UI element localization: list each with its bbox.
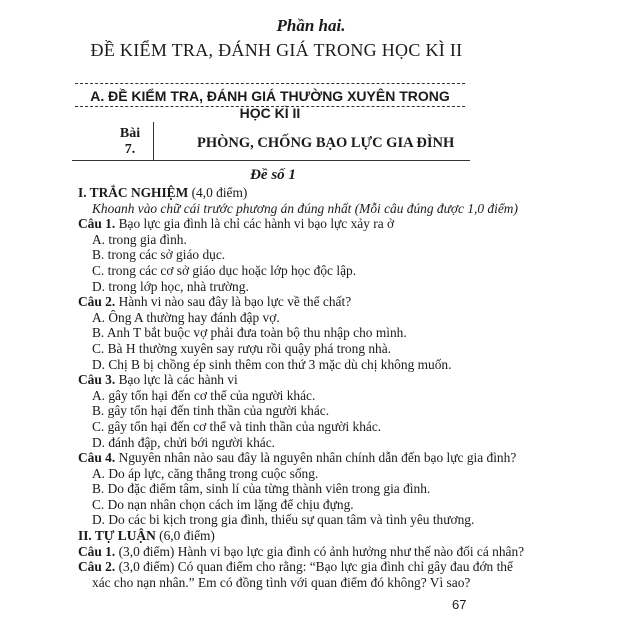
divider	[153, 122, 154, 160]
instruction: Khoanh vào chữ cái trước phương án đúng nhất (Mỗi câu đúng được 1,0 điểm)	[92, 200, 518, 216]
essay-question: Câu 2. (3,0 điểm) Có quan điểm cho rằng: “Bạo lực gia đình chỉ gây đau đớn thể	[78, 559, 513, 575]
essay-question-cont: xác cho nạn nhân.” Em có đồng tình với quan điểm đó không? Vì sao?	[92, 574, 471, 590]
part1-heading: I. TRẮC NGHIỆM (4,0 điểm)	[78, 185, 248, 200]
answer-option[interactable]: A. Ông A thường hay đánh đập vợ.	[92, 309, 280, 325]
divider	[72, 160, 470, 161]
answer-option[interactable]: C. trong các cơ sở giáo dục hoặc lớp học độc lập.	[92, 262, 357, 278]
answer-option[interactable]: A. gây tổn hại đến cơ thể của người khác.	[92, 387, 316, 403]
essay-question: Câu 1. (3,0 điểm) Hành vi bạo lực gia đình có ảnh hưởng như thế nào đối cá nhân?	[78, 543, 525, 559]
question: Câu 4. Nguyên nhân nào sau đây là nguyên nhân chính dẫn đến bạo lực gia đình?	[78, 450, 517, 466]
answer-option[interactable]: B. Anh T bắt buộc vợ phải đưa toàn bộ thu nhập cho mình.	[92, 325, 407, 341]
page-number: 67	[452, 597, 467, 612]
answer-option[interactable]: C. gây tổn hại đến cơ thể và tinh thần của người khác.	[92, 418, 382, 434]
answer-option[interactable]: C. Bà H thường xuyên say rượu rồi quậy phá trong nhà.	[92, 340, 392, 356]
answer-option[interactable]: D. Chị B bị chồng ép sinh thêm con thứ 3 mặc dù chị không muốn.	[92, 356, 452, 372]
answer-option[interactable]: B. Do đặc điểm tâm, sinh lí của từng thành viên trong gia đình.	[92, 481, 431, 497]
question: Câu 1. Bạo lực gia đình là chỉ các hành vi bạo lực xảy ra ở	[78, 216, 395, 232]
question: Câu 3. Bạo lực là các hành vi	[78, 372, 238, 388]
page-title: ĐỀ KIỂM TRA, ĐÁNH GIÁ TRONG HỌC KÌ II	[90, 40, 463, 60]
section-heading: A. ĐỀ KIỂM TRA, ĐÁNH GIÁ THƯỜNG XUYÊN TRONG HỌC KÌ II	[90, 88, 450, 121]
lesson-title: PHÒNG, CHỐNG BẠO LỰC GIA ĐÌNH	[197, 135, 455, 151]
answer-option[interactable]: D. đánh đập, chửi bới người khác.	[92, 434, 276, 450]
lesson-num: 7.	[124, 142, 136, 157]
answer-option[interactable]: B. gây tổn hại đến tinh thần của người khác.	[92, 403, 330, 419]
answer-option[interactable]: A. trong gia đình.	[92, 231, 187, 247]
part-title: Phần hai.	[276, 16, 346, 35]
answer-option[interactable]: C. Do nạn nhân chọn cách im lặng để chịu đựng.	[92, 496, 354, 512]
divider	[75, 106, 465, 107]
answer-option[interactable]: A. Do áp lực, căng thẳng trong cuộc sống.	[92, 465, 319, 481]
answer-option[interactable]: D. trong lớp học, nhà trường.	[92, 278, 249, 294]
divider	[75, 83, 465, 84]
exam-title: Đề số 1	[250, 167, 296, 183]
exam-body	[78, 185, 525, 590]
answer-option[interactable]: D. Do các bi kịch trong gia đình, thiếu sự quan tâm và tình yêu thương.	[92, 512, 475, 528]
part2-heading: II. TỰ LUẬN (6,0 điểm)	[78, 528, 215, 544]
lesson-number	[110, 126, 150, 158]
lesson-label: Bài	[119, 126, 141, 141]
answer-option[interactable]: B. trong các sở giáo dục.	[92, 247, 226, 263]
question: Câu 2. Hành vi nào sau đây là bạo lực về thể chất?	[78, 294, 352, 310]
